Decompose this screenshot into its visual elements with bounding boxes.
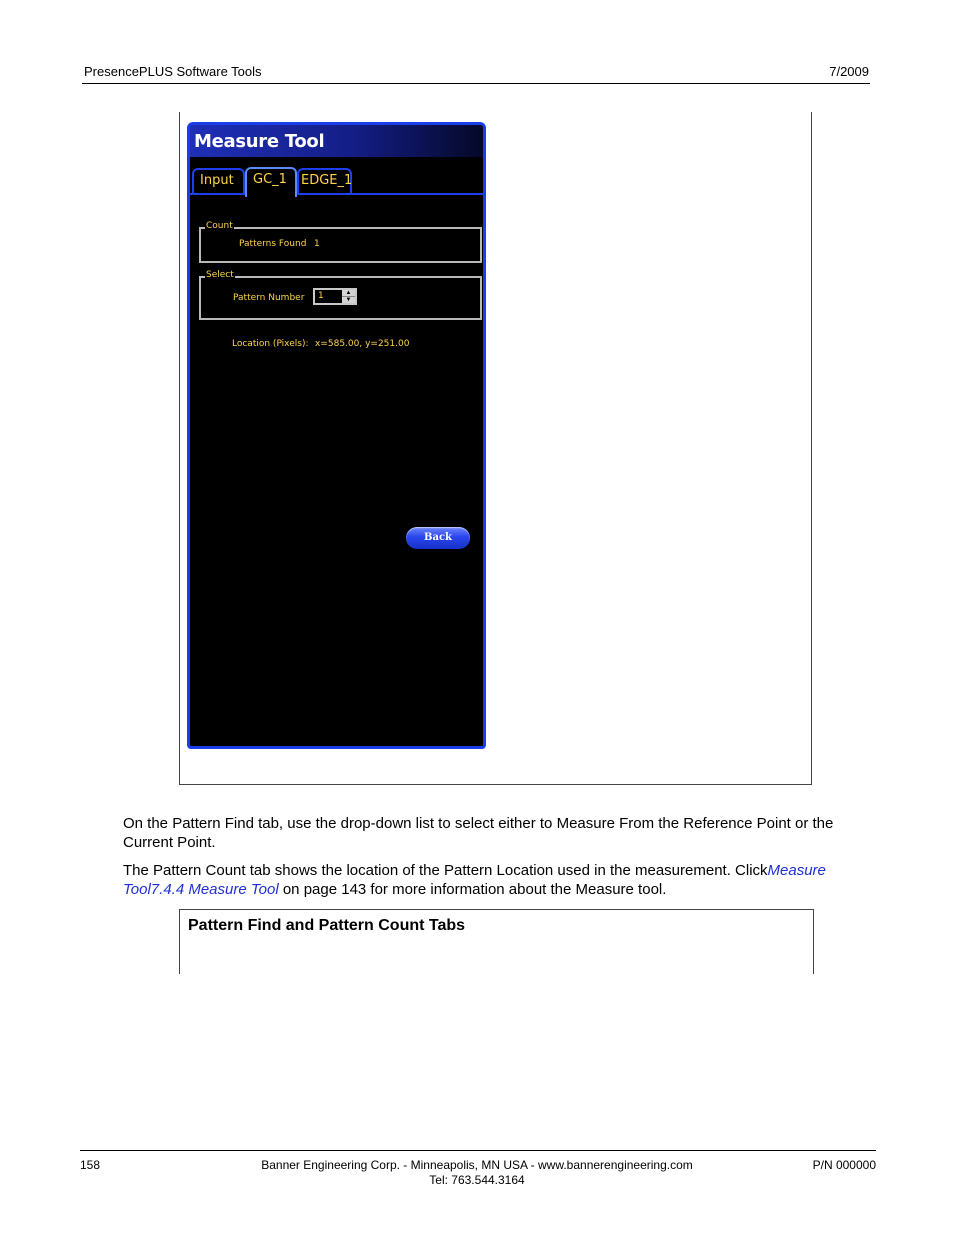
patterns-found-label: Patterns Found [239, 239, 307, 249]
stepper-down-icon[interactable]: ▼ [345, 297, 352, 303]
footer-address: Banner Engineering Corp. - Minneapolis, MN USA - www.bannerengineering.com [261, 1158, 693, 1172]
header-date: 7/2009 [829, 64, 869, 79]
paragraph-pattern-count-tail: on page 143 for more information about the Measure tool. [278, 881, 667, 898]
part-number: P/N 000000 [812, 1158, 876, 1172]
tabs-table-heading: Pattern Find and Pattern Count Tabs [188, 917, 466, 934]
patterns-found-value: 1 [314, 239, 320, 249]
measure-tool-title-bar [190, 125, 483, 157]
paragraph-pattern-find: On the Pattern Find tab, use the drop-down list to select either to Measure From the Reference Point or the Current Point. [123, 815, 834, 851]
footer-company [230, 1158, 724, 1188]
measure-tool-link[interactable]: Measure Tool7.4.4 Measure Tool [123, 862, 826, 898]
pattern-number-label: Pattern Number [233, 293, 305, 303]
back-button[interactable]: Back [406, 527, 470, 549]
location-label: Location (Pixels): [232, 339, 309, 349]
paragraph-pattern-count-text: The Pattern Count tab shows the location of the Pattern Location used in the measurement. Click [123, 862, 768, 879]
location-value: x=585.00, y=251.00 [315, 339, 410, 349]
footer-rule [80, 1150, 876, 1151]
stepper-buttons [342, 290, 355, 303]
header-rule [82, 83, 870, 84]
tab-input[interactable]: Input [192, 168, 245, 194]
pattern-number-value: 1 [318, 291, 324, 301]
tab-underline [190, 193, 483, 195]
count-group-legend: Count [206, 221, 233, 231]
stepper-up-icon[interactable]: ▲ [342, 290, 355, 297]
tab-edge-1[interactable]: EDGE_1 [297, 168, 352, 194]
select-group-legend: Select [206, 270, 234, 280]
measure-tool-title: Measure Tool [194, 131, 325, 152]
footer-phone: Tel: 763.544.3164 [429, 1173, 525, 1187]
pattern-number-stepper[interactable] [313, 288, 357, 305]
tab-gc-1[interactable]: GC_1 [245, 167, 297, 197]
measure-tool-window [187, 122, 486, 749]
header-title: PresencePLUS Software Tools [84, 64, 262, 79]
paragraph-pattern-count [123, 861, 869, 899]
page-number: 158 [80, 1158, 101, 1172]
